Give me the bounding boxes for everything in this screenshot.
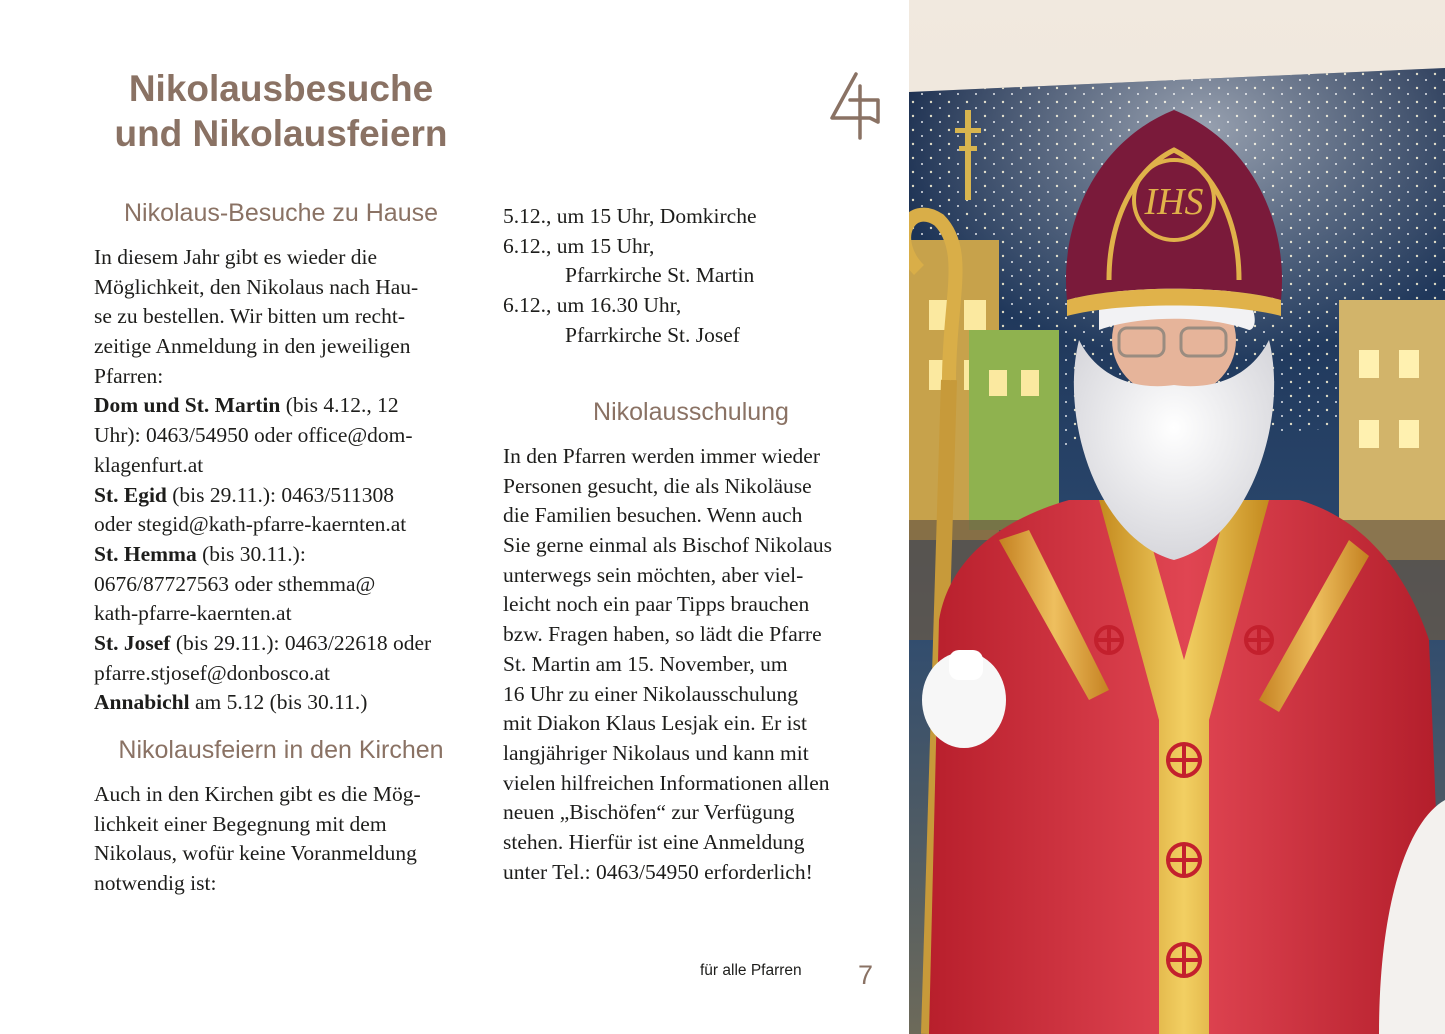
church-celebrations-text: [94, 780, 421, 899]
text-line: 16 Uhr zu einer Nikolausschulung: [503, 681, 798, 706]
footer-label: für alle Pfarren: [700, 962, 802, 979]
text-line: bzw. Fragen haben, so lädt die Pfarre: [503, 622, 822, 647]
text-line: notwendig ist:: [94, 871, 217, 896]
section-heading-church-celebrations: Nikolausfeiern in den Kirchen: [118, 736, 444, 764]
church-schedule: [503, 202, 757, 350]
contact-st-josef: [94, 629, 431, 659]
contact-annabichl: [94, 688, 431, 718]
contact-detail: klagenfurt.at: [94, 452, 204, 477]
text-line: Auch in den Kirchen gibt es die Mög-: [94, 782, 421, 806]
schedule-line: Pfarrkirche St. Josef: [565, 322, 740, 347]
section-heading-home-visits: Nikolaus-Besuche zu Hause: [123, 199, 439, 227]
text-line: neuen „Bischöfen“ zur Verfügung: [503, 800, 795, 825]
contact-dom-st-martin: [94, 391, 431, 421]
saint-nicholas-photo: [909, 0, 1445, 1034]
schedule-line: 6.12., um 15 Uhr,: [503, 233, 655, 258]
text-line: Personen gesucht, die als Nikoläuse: [503, 473, 812, 498]
text-line: Nikolaus, wofür keine Voranmeldung: [94, 841, 417, 866]
text-line: Möglichkeit, den Nikolaus nach Hau-: [94, 274, 419, 299]
text-line: se zu bestellen. Wir bitten um recht-: [94, 304, 405, 329]
contact-st-hemma: [94, 540, 431, 570]
title-line-1: Nikolausbesuche: [128, 68, 434, 109]
text-line: Sie gerne einmal als Bischof Nikolaus: [503, 533, 832, 558]
text-line: In diesem Jahr gibt es wieder die: [94, 245, 377, 269]
parish-name: St. Josef: [94, 630, 171, 655]
text-line: unterwegs sein möchten, aber viel-: [503, 562, 804, 587]
text-line: zeitige Anmeldung in den jeweiligen: [94, 334, 411, 359]
text-line: unter Tel.: 0463/54950 erforderlich!: [503, 859, 813, 884]
contact-detail: 0676/87727563 oder sthemma@: [94, 571, 376, 596]
svg-text:IHS: IHS: [1144, 181, 1204, 223]
contact-detail: (bis 29.11.): 0463/511308: [166, 482, 395, 507]
text-line: leicht noch ein paar Tipps brauchen: [503, 592, 810, 617]
contact-detail: (bis 30.11.):: [196, 541, 306, 566]
parish-name: St. Egid: [94, 482, 167, 507]
schedule-line: 5.12., um 15 Uhr, Domkirche: [503, 204, 757, 228]
contact-detail: Uhr): 0463/54950 oder office@dom-: [94, 423, 413, 448]
contact-detail: (bis 29.11.): 0463/22618 oder: [170, 630, 432, 655]
training-text: [503, 442, 832, 887]
text-line: die Familien besuchen. Wenn auch: [503, 503, 803, 528]
schedule-line: Pfarrkirche St. Martin: [565, 263, 755, 288]
text-line: langjähriger Nikolaus und kann mit: [503, 740, 809, 765]
text-line: Pfarren:: [94, 363, 164, 388]
contact-st-egid: [94, 481, 431, 511]
parish-name: Annabichl: [94, 690, 190, 715]
text-line: mit Diakon Klaus Lesjak ein. Er ist: [503, 711, 807, 736]
text-line: In den Pfarren werden immer wieder: [503, 444, 820, 468]
schedule-line: 6.12., um 16.30 Uhr,: [503, 293, 682, 318]
contact-detail: (bis 4.12., 12: [280, 393, 399, 418]
text-line: stehen. Hierfür ist eine Anmeldung: [503, 829, 805, 854]
contact-detail: kath-pfarre-kaernten.at: [94, 601, 292, 626]
title-line-2: und Nikolausfeiern: [114, 113, 448, 154]
page-number: 7: [858, 960, 874, 990]
contact-detail: pfarre.stjosef@donbosco.at: [94, 660, 330, 685]
text-line: lichkeit einer Begegnung mit dem: [94, 811, 387, 836]
contact-detail: am 5.12 (bis 30.11.): [189, 690, 368, 715]
text-line: vielen hilfreichen Informationen allen: [503, 770, 830, 795]
parish-name: St. Hemma: [94, 541, 197, 566]
cross-pictogram-icon: [826, 70, 884, 144]
page-title: [88, 66, 474, 156]
section-heading-training: Nikolausschulung: [593, 398, 789, 426]
parish-name: Dom und St. Martin: [94, 393, 281, 418]
home-visits-text: [94, 243, 431, 718]
contact-detail: oder stegid@kath-pfarre-kaernten.at: [94, 512, 407, 537]
text-line: St. Martin am 15. November, um: [503, 651, 788, 676]
